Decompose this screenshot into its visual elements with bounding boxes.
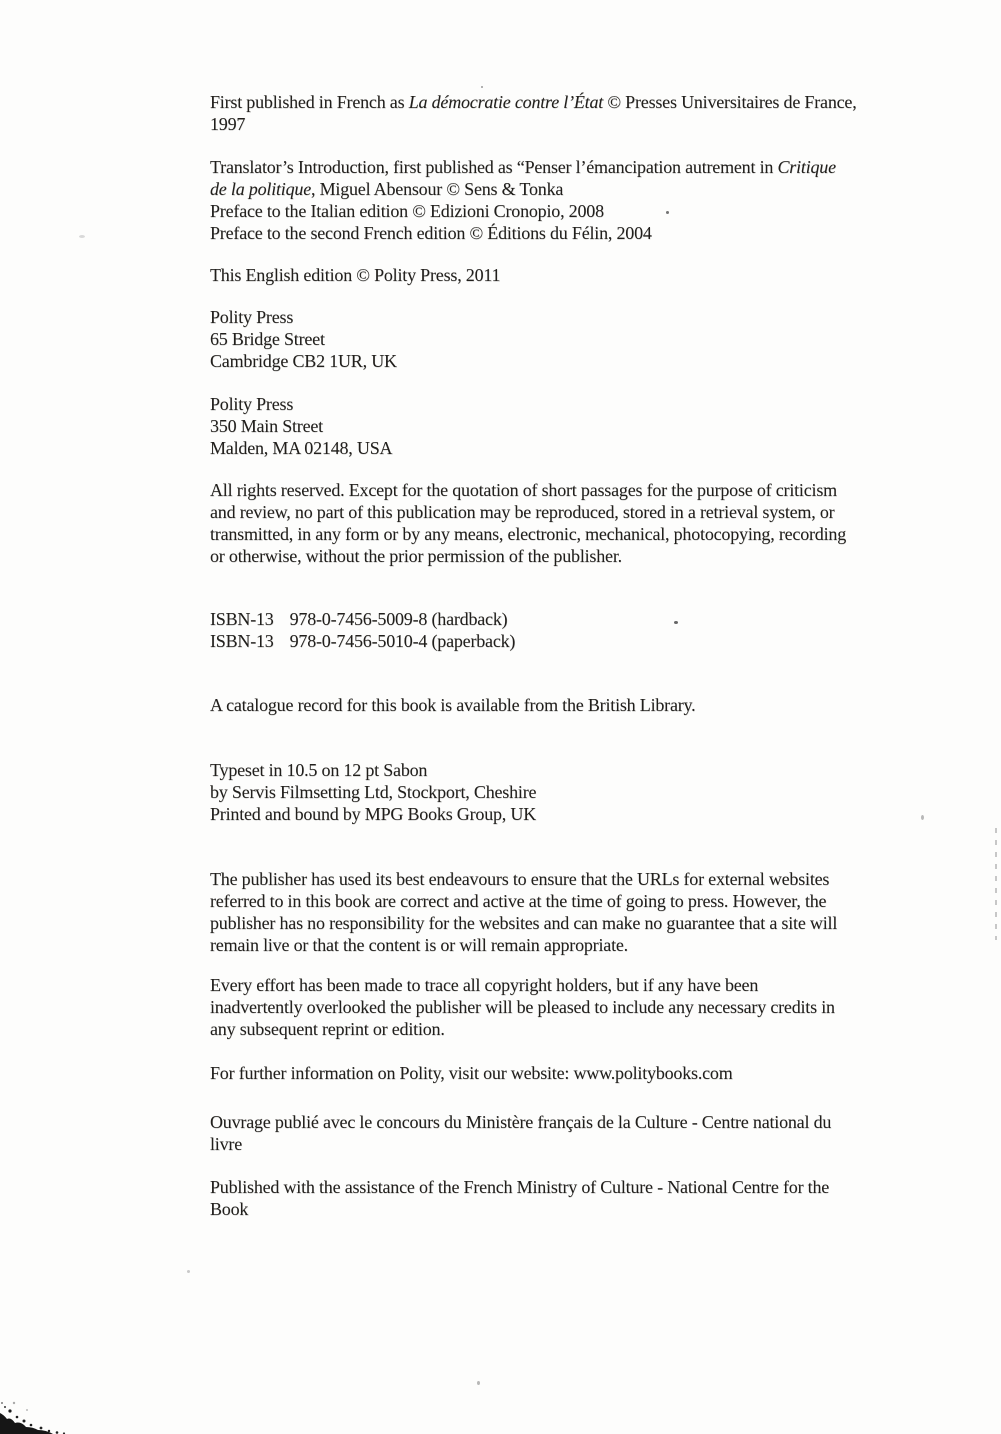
scan-artifact-speck	[477, 1381, 480, 1385]
english-edition-line: This English edition © Polity Press, 2011	[210, 265, 501, 285]
scan-artifact-speck	[921, 815, 924, 820]
translation-credits-line-2	[210, 178, 958, 200]
credits-note-line-1: Every effort has been made to trace all copyright holders, but if any have been	[210, 975, 759, 995]
ministry-en-line-1: Published with the assistance of the French Ministry of Culture - National Centre for the	[210, 1177, 830, 1197]
publisher-street-us: 350 Main Street	[210, 416, 323, 436]
website-line: For further information on Polity, visit our website: www.politybooks.com	[210, 1063, 733, 1083]
critique-title-part-1: Critique	[777, 157, 836, 177]
isbn-paperback-label: ISBN-13	[210, 631, 274, 651]
ministry-fr-line-1: Ouvrage publié avec le concours du Ministère français de la Culture - Centre national du	[210, 1112, 832, 1132]
ministry-en-line-2: Book	[210, 1199, 249, 1219]
rights-line-2: and review, no part of this publication may be reproduced, stored in a retrieval system, or	[210, 502, 835, 522]
scan-artifact-speck	[187, 1270, 190, 1273]
typeset-info	[210, 759, 958, 825]
typeset-line-3: Printed and bound by MPG Books Group, UK	[210, 804, 537, 824]
urls-disclaimer-line-4: remain live or that the content is or will remain appropriate.	[210, 935, 628, 955]
first-published-pre: First published in French as	[210, 92, 409, 112]
first-published-line-1	[210, 91, 958, 113]
isbn-paperback-row	[210, 630, 958, 652]
scan-artifact-edge-dashes	[995, 828, 997, 940]
urls-disclaimer-line-3: publisher has no responsibility for the websites and can make no guarantee that a site will	[210, 913, 838, 933]
isbn-hardback-value: 978-0-7456-5009-8 (hardback)	[289, 609, 508, 629]
scan-artifact-speck	[79, 235, 85, 238]
credits-note-line-2: inadvertently overlooked the publisher will be pleased to include any necessary credits in	[210, 997, 835, 1017]
first-published-post: © Presses Universitaires de France,	[603, 92, 857, 112]
preface-french-line: Preface to the second French edition © Éditions du Félin, 2004	[210, 223, 652, 243]
french-ministry-note-en	[210, 1176, 958, 1220]
isbn-hardback-row	[210, 608, 958, 630]
critique-title-part-2: de la politique	[210, 179, 311, 199]
isbn-block	[210, 608, 958, 652]
publisher-name-us: Polity Press	[210, 394, 294, 414]
urls-disclaimer-line-1: The publisher has used its best endeavours to ensure that the URLs for external websites	[210, 869, 830, 889]
isbn-paperback-value: 978-0-7456-5010-4 (paperback)	[289, 631, 516, 651]
urls-disclaimer-line-2: referred to in this book are correct and active at the time of going to press. However, the	[210, 891, 827, 911]
isbn-hardback-label: ISBN-13	[210, 609, 274, 629]
preface-italian-line: Preface to the Italian edition © Edizioni Cronopio, 2008	[210, 201, 604, 221]
publisher-address-us	[210, 393, 958, 459]
publisher-street-uk: 65 Bridge Street	[210, 329, 325, 349]
scan-artifact-speck	[674, 621, 678, 624]
catalogue-record-notice	[210, 694, 958, 716]
translation-credits	[210, 156, 958, 244]
scan-artifact-speck	[666, 211, 669, 214]
catalogue-record-line: A catalogue record for this book is available from the British Library.	[210, 695, 696, 715]
translator-intro-pre: Translator’s Introduction, first published as “Penser l’émancipation autrement in	[210, 157, 778, 177]
scan-artifact-corner-blob	[0, 1398, 80, 1434]
publisher-name-uk: Polity Press	[210, 307, 294, 327]
typeset-line-1: Typeset in 10.5 on 12 pt Sabon	[210, 760, 428, 780]
rights-paragraph	[210, 479, 958, 567]
typeset-line-2: by Servis Filmsetting Ltd, Stockport, Cheshire	[210, 782, 537, 802]
french-ministry-note-fr	[210, 1111, 958, 1155]
urls-disclaimer	[210, 868, 958, 956]
translator-intro-post: , Miguel Abensour © Sens & Tonka	[310, 179, 564, 199]
publisher-city-us: Malden, MA 02148, USA	[210, 438, 393, 458]
translation-credits-line-1	[210, 156, 958, 178]
first-published-notice	[210, 91, 958, 135]
rights-line-3: transmitted, in any form or by any means, electronic, mechanical, photocopying, recording	[210, 524, 846, 544]
english-edition-notice	[210, 264, 958, 286]
credits-note-line-3: any subsequent reprint or edition.	[210, 1019, 445, 1039]
original-french-title: La démocratie contre l’État	[408, 92, 604, 112]
publisher-city-uk: Cambridge CB2 1UR, UK	[210, 351, 397, 371]
rights-line-4: or otherwise, without the prior permission of the publisher.	[210, 546, 622, 566]
first-published-year: 1997	[210, 114, 246, 134]
rights-line-1: All rights reserved. Except for the quotation of short passages for the purpose of criticism	[210, 480, 837, 500]
copyright-credits-note	[210, 974, 958, 1040]
ministry-fr-line-2: livre	[210, 1134, 242, 1154]
website-notice	[210, 1062, 958, 1084]
scan-artifact-speck	[481, 86, 483, 88]
publisher-address-uk	[210, 306, 958, 372]
